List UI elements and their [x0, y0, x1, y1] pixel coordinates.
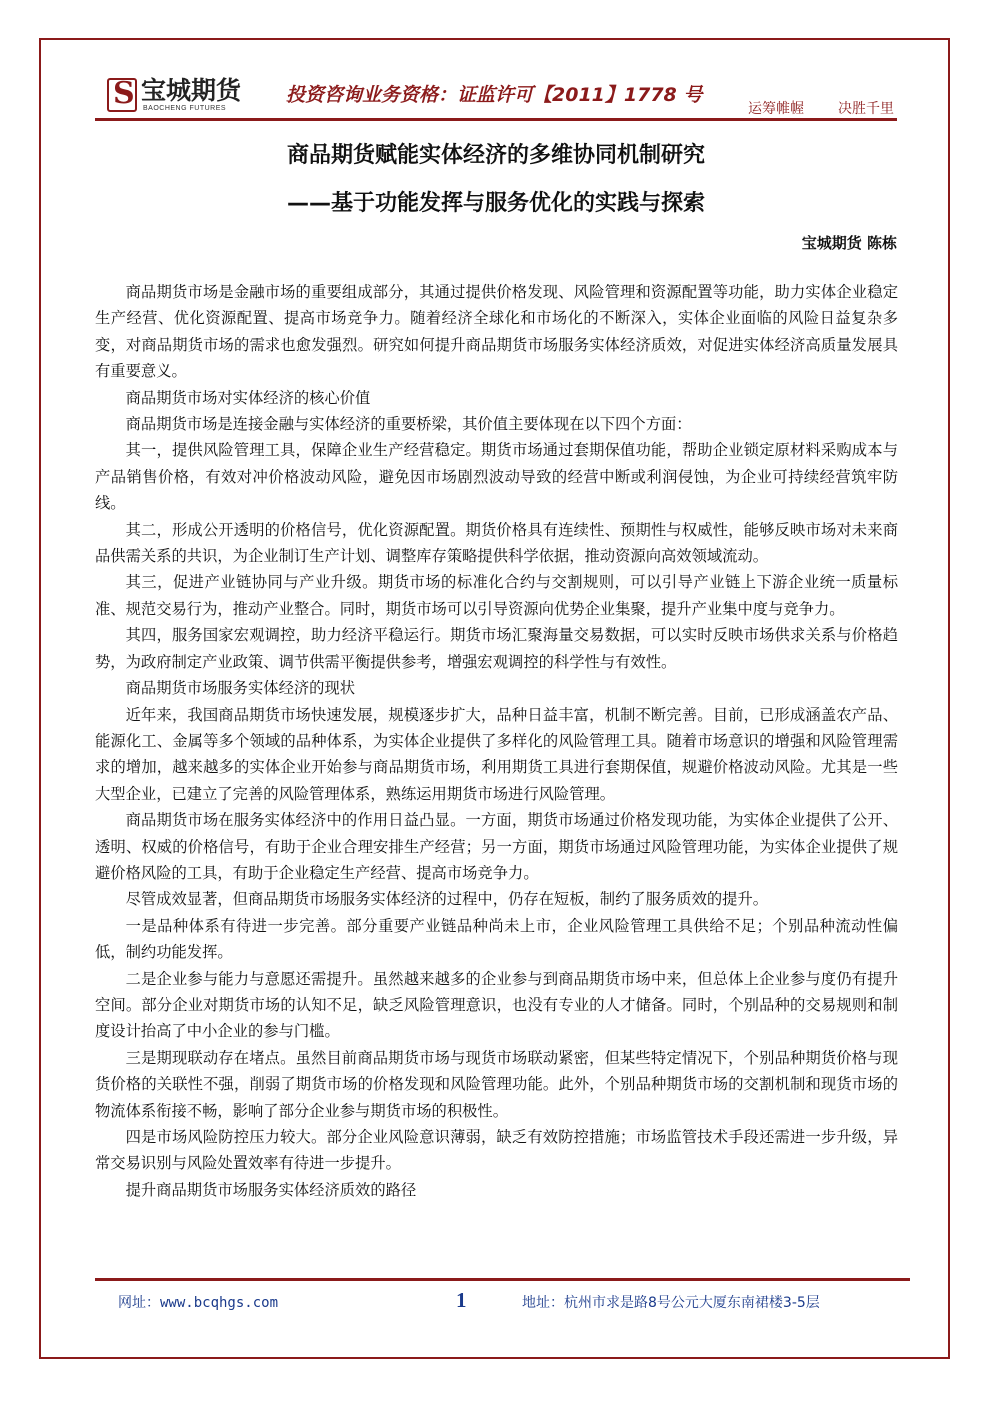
section-heading: 提升商品期货市场服务实体经济质效的路径 [125, 1180, 417, 1199]
article-body [95, 279, 898, 1203]
slogan-right: 决胜千里 [838, 101, 894, 117]
footer-divider [95, 1278, 910, 1281]
qualification-statement: 投资咨询业务资格：证监许可【2011】1778 号 [286, 84, 703, 106]
page-subtitle: ——基于功能发挥与服务优化的实践与探索 [286, 191, 705, 216]
logo-name: 宝城期货 [141, 76, 242, 105]
paragraph: 其三，促进产业链协同与产业升级。期货市场的标准化合约与交割规则，可以引导产业链上下游企业统一质量标准、规范交易行为，推动产业整合。同时，期货市场可以引导资源向优势企业集聚，提升产业集中度与竞争力。 [95, 573, 898, 618]
paragraph: 近年来，我国商品期货市场快速发展，规模逐步扩大，品种日益丰富，机制不断完善。目前，已形成涵盖农产品、能源化工、金属等多个领域的品种体系，为实体企业提供了多样化的风险管理工具。随着市场意识的增强和风险管理需求的增加，越来越多的实体企业开始参与商品期货市场，利用期货工具进行套期保值，规避价格波动风险。尤其是一些大型企业，已建立了完善的风险管理体系，熟练运用期货市场进行风险管理。 [95, 705, 898, 803]
paragraph: 商品期货市场是连接金融与实体经济的重要桥梁，其价值主要体现在以下四个方面： [125, 415, 692, 434]
paragraph: 其四，服务国家宏观调控，助力经济平稳运行。期货市场汇聚海量交易数据，可以实时反映市场供求关系与价格趋势，为政府制定产业政策、调节供需平衡提供参考，增强宏观调控的科学性与有效性。 [95, 626, 898, 671]
page-title: 商品期货赋能实体经济的多维协同机制研究 [286, 143, 705, 168]
section-heading: 商品期货市场对实体经济的核心价值 [125, 388, 371, 407]
company-logo [107, 76, 242, 114]
paragraph: 一是品种体系有待进一步完善。部分重要产业链品种尚未上市，企业风险管理工具供给不足；个别品种流动性偏低，制约功能发挥。 [95, 916, 898, 962]
slogan-left: 运筹帷幄 [748, 101, 804, 117]
header-divider [95, 118, 897, 121]
paragraph: 三是期现联动存在堵点。虽然目前商品期货市场与现货市场联动紧密，但某些特定情况下，个别品种期货价格与现货价格的关联性不强，削弱了期货市场的价格发现和风险管理功能。此外，个别品种期货市场的交割机制和现货市场的物流体系衔接不畅，影响了部分企业参与期货市场的积极性。 [95, 1048, 898, 1120]
logo-mark-icon: S [107, 78, 137, 112]
paragraph: 商品期货市场是金融市场的重要组成部分，其通过提供价格发现、风险管理和资源配置等功能，助力实体企业稳定生产经营、优化资源配置、提高市场竞争力。随着经济全球化和市场化的不断深入，实体企业面临的风险日益复杂多变，对商品期货市场的需求也愈发强烈。研究如何提升商品期货市场服务实体经济质效，对促进实体经济高质量发展具有重要意义。 [95, 283, 898, 381]
logo-english-name: BAOCHENG FUTURES [143, 105, 227, 112]
paragraph: 商品期货市场在服务实体经济中的作用日益凸显。一方面，期货市场通过价格发现功能，为实体企业提供了公开、透明、权威的价格信号，有助于企业合理安排生产经营；另一方面，期货市场通过风险管理功能，为实体企业提供了规避价格风险的工具，有助于企业稳定生产经营、提高市场竞争力。 [95, 811, 898, 882]
paragraph: 其一，提供风险管理工具，保障企业生产经营稳定。期货市场通过套期保值功能，帮助企业锁定原材料采购成本与产品销售价格，有效对冲价格波动风险，避免因市场剧烈波动导致的经营中断或利润侵蚀，为企业可持续经营筑牢防线。 [95, 441, 898, 513]
page-number: 1 [456, 1288, 467, 1312]
footer-website-link[interactable]: 网址：www.bcqhgs.com [118, 1295, 279, 1311]
section-heading: 商品期货市场服务实体经济的现状 [125, 679, 356, 698]
paragraph: 二是企业参与能力与意愿还需提升。虽然越来越多的企业参与到商品期货市场中来，但总体上企业参与度仍有提升空间。部分企业对期货市场的认知不足，缺乏风险管理意识，也没有专业的人才储备。同时，个别品种的交易规则和制度设计抬高了中小企业的参与门槛。 [95, 969, 898, 1041]
author-line: 宝城期货 陈栋 [801, 234, 897, 252]
paragraph: 其二，形成公开透明的价格信号，优化资源配置。期货价格具有连续性、预期性与权威性，能够反映市场对未来商品供需关系的共识，为企业制订生产计划、调整库存策略提供科学依据，推动资源向高效领域流动。 [95, 520, 898, 566]
paragraph: 尽管成效显著，但商品期货市场服务实体经济的过程中，仍存在短板，制约了服务质效的提升。 [125, 890, 769, 909]
footer-address: 地址：杭州市求是路8号公元大厦东南裙楼3-5层 [522, 1295, 820, 1311]
paragraph: 四是市场风险防控压力较大。部分企业风险意识薄弱，缺乏有效防控措施；市场监管技术手段还需进一步升级，异常交易识别与风险处置效率有待进一步提升。 [95, 1128, 898, 1173]
